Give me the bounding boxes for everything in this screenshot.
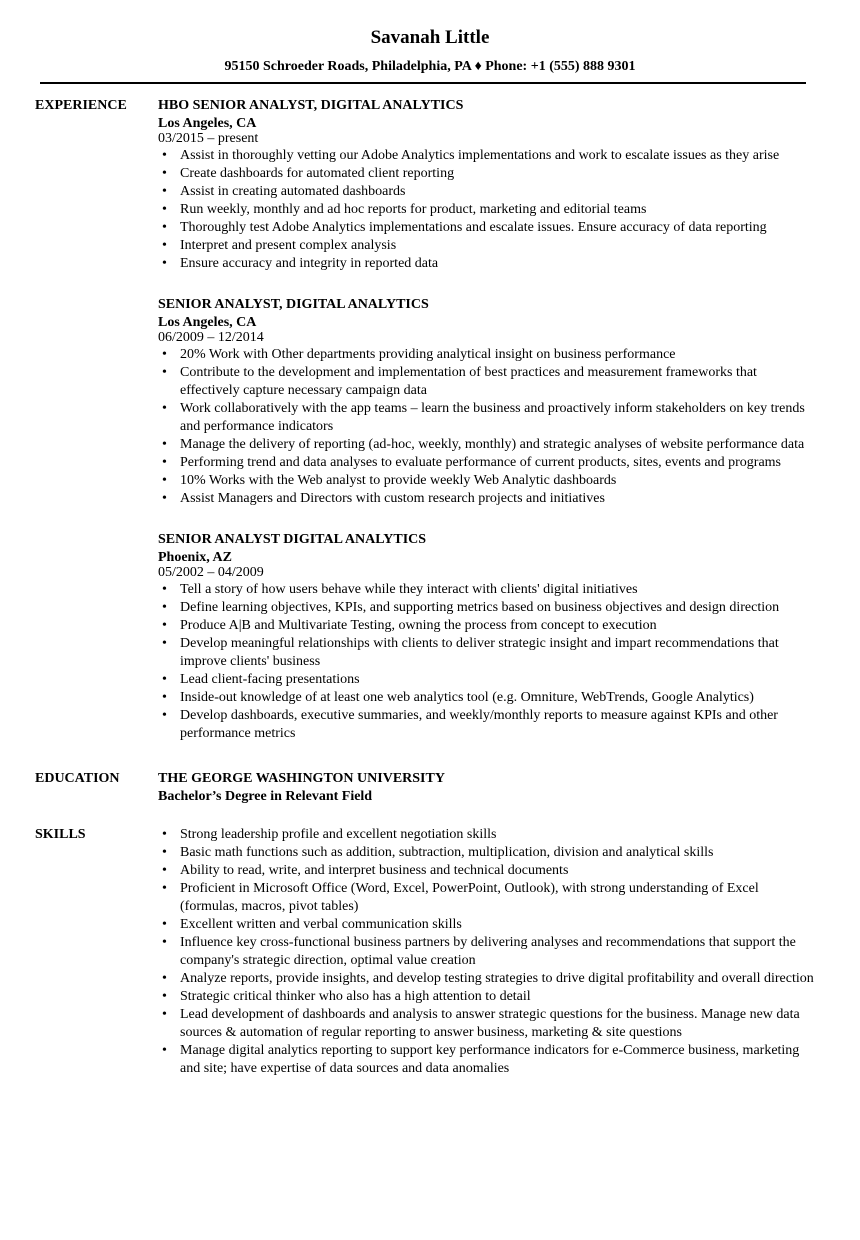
skills-section bbox=[35, 826, 815, 1078]
list-item: • Proficient in Microsoft Office (Word, Excel, PowerPoint, Outlook), with strong understanding of Excel (formulas, macros, pivot tables) bbox=[158, 880, 815, 916]
job-dates: 06/2009 – 12/2014 bbox=[158, 330, 264, 345]
job-dates: 05/2002 – 04/2009 bbox=[158, 565, 264, 580]
list-item: • Produce A|B and Multivariate Testing, owning the process from concept to execution bbox=[158, 617, 815, 635]
experience-label: EXPERIENCE bbox=[35, 98, 127, 113]
education-body bbox=[158, 770, 815, 806]
list-item: • Influence key cross-functional business partners by delivering analyses and recommendations that support the company's strategic direction, optimal value creation bbox=[158, 934, 815, 970]
list-item: • Develop meaningful relationships with clients to deliver strategic insight and impart recommendations that improve clients' business bbox=[158, 635, 815, 671]
list-item: • Lead development of dashboards and analysis to answer strategic questions for the business. Manage new data sources & automation of regular reporting to answer business, marketing & site questions bbox=[158, 1006, 815, 1042]
job-title: SENIOR ANALYST DIGITAL ANALYTICS bbox=[158, 532, 427, 547]
job-entry bbox=[158, 296, 815, 508]
job-entry bbox=[158, 531, 815, 743]
list-item: • Strong leadership profile and excellent negotiation skills bbox=[158, 826, 815, 844]
job-title: SENIOR ANALYST, DIGITAL ANALYTICS bbox=[158, 297, 429, 312]
list-item: • Basic math functions such as addition, subtraction, multiplication, division and analytical skills bbox=[158, 844, 815, 862]
school-name: THE GEORGE WASHINGTON UNIVERSITY bbox=[158, 771, 445, 786]
list-item: • Strategic critical thinker who also has a high attention to detail bbox=[158, 988, 815, 1006]
job-dates: 03/2015 – present bbox=[158, 131, 259, 146]
list-item: • Tell a story of how users behave while they interact with clients' digital initiatives bbox=[158, 581, 815, 599]
list-item: • Work collaboratively with the app teams – learn the business and proactively inform stakeholders on key trends and performance indicators bbox=[158, 400, 815, 436]
job-bullets bbox=[158, 147, 815, 273]
list-item: • Manage digital analytics reporting to support key performance indicators for e-Commerce business, marketing and site; have expertise of data sources and data anomalies bbox=[158, 1042, 815, 1078]
experience-body bbox=[158, 97, 815, 743]
list-item: • Thoroughly test Adobe Analytics implementations and escalate issues. Ensure accuracy of data reporting bbox=[158, 219, 815, 237]
list-item: • Run weekly, monthly and ad hoc reports for product, marketing and editorial teams bbox=[158, 201, 815, 219]
list-item: • 10% Works with the Web analyst to provide weekly Web Analytic dashboards bbox=[158, 472, 815, 490]
header-divider bbox=[40, 82, 806, 84]
list-item: • 20% Work with Other departments providing analytical insight on business performance bbox=[158, 346, 815, 364]
list-item: • Interpret and present complex analysis bbox=[158, 237, 815, 255]
job-location: Los Angeles, CA bbox=[158, 116, 257, 131]
skills-list bbox=[158, 826, 815, 1078]
list-item: • Assist in thoroughly vetting our Adobe Analytics implementations and work to escalate issues as they arise bbox=[158, 147, 815, 165]
skills-label: SKILLS bbox=[35, 827, 86, 842]
education-label: EDUCATION bbox=[35, 771, 120, 786]
list-item: • Create dashboards for automated client reporting bbox=[158, 165, 815, 183]
list-item: • Performing trend and data analyses to evaluate performance of current products, sites, events and programs bbox=[158, 454, 815, 472]
candidate-name: Savanah Little bbox=[370, 27, 490, 48]
list-item: • Analyze reports, provide insights, and develop testing strategies to drive digital profitability and overall direction bbox=[158, 970, 815, 988]
skills-body bbox=[158, 826, 815, 1078]
list-item: • Contribute to the development and implementation of best practices and measurement frameworks that effectively capture necessary campaign data bbox=[158, 364, 815, 400]
contact-line: 95150 Schroeder Roads, Philadelphia, PA ♦ Phone: +1 (555) 888 9301 bbox=[224, 59, 636, 74]
education-section bbox=[35, 770, 815, 806]
job-bullets bbox=[158, 346, 815, 508]
list-item: • Define learning objectives, KPIs, and supporting metrics based on business objectives and design direction bbox=[158, 599, 815, 617]
job-bullets bbox=[158, 581, 815, 743]
list-item: • Develop dashboards, executive summaries, and weekly/monthly reports to measure against KPIs and other performance metrics bbox=[158, 707, 815, 743]
list-item: • Ability to read, write, and interpret business and technical documents bbox=[158, 862, 815, 880]
list-item: • Assist Managers and Directors with custom research projects and initiatives bbox=[158, 490, 815, 508]
job-entry bbox=[158, 97, 815, 273]
experience-section bbox=[35, 97, 815, 743]
list-item: • Lead client-facing presentations bbox=[158, 671, 815, 689]
list-item: • Assist in creating automated dashboards bbox=[158, 183, 815, 201]
job-location: Phoenix, AZ bbox=[158, 550, 232, 565]
degree: Bachelor’s Degree in Relevant Field bbox=[158, 789, 373, 804]
job-title: HBO SENIOR ANALYST, DIGITAL ANALYTICS bbox=[158, 98, 464, 113]
list-item: • Excellent written and verbal communication skills bbox=[158, 916, 815, 934]
list-item: • Manage the delivery of reporting (ad-hoc, weekly, monthly) and strategic analyses of website performance data bbox=[158, 436, 815, 454]
job-location: Los Angeles, CA bbox=[158, 315, 257, 330]
list-item: • Inside-out knowledge of at least one web analytics tool (e.g. Omniture, WebTrends, Google Analytics) bbox=[158, 689, 815, 707]
list-item: • Ensure accuracy and integrity in reported data bbox=[158, 255, 815, 273]
